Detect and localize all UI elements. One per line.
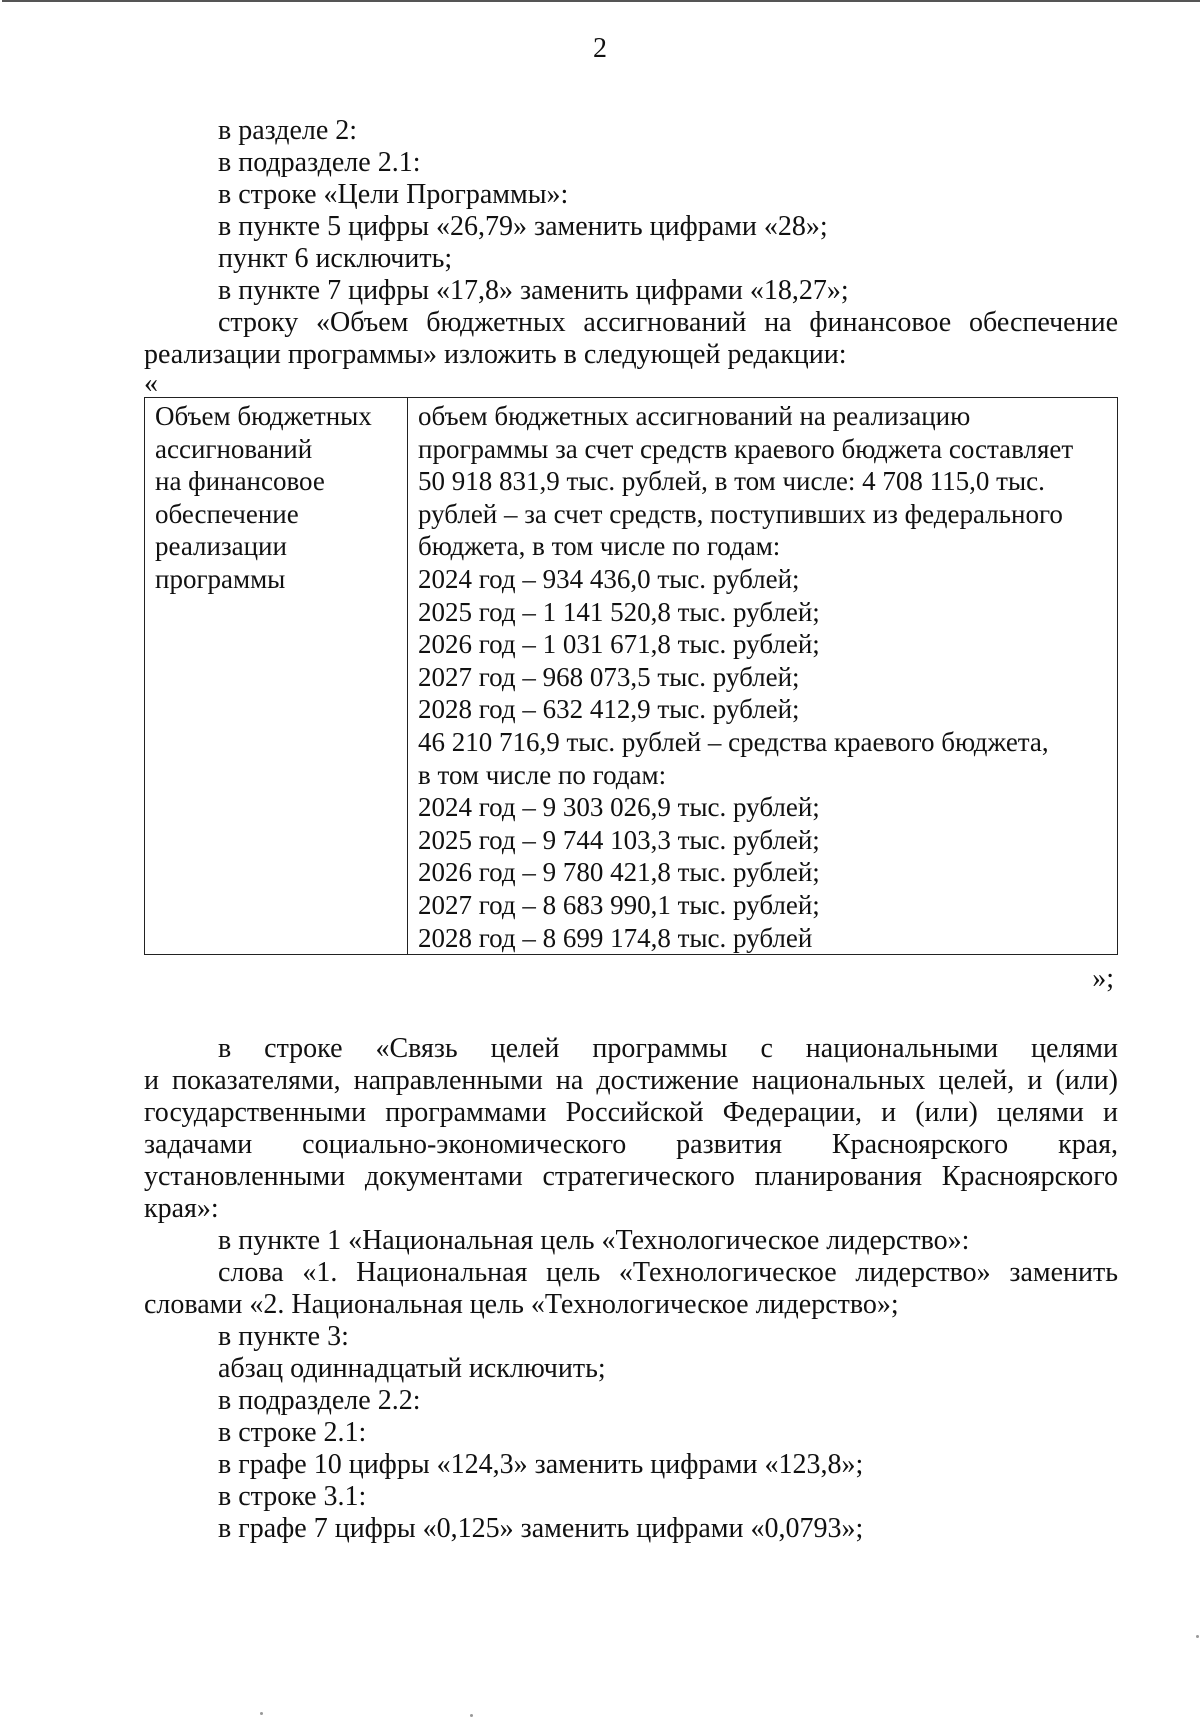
intro-line: пункт 6 исключить; — [218, 243, 453, 274]
amendment-line: абзац одиннадцатый исключить; — [218, 1353, 606, 1385]
value-line: 2024 год – 934 436,0 тыс. рублей; — [418, 563, 800, 594]
connection-line: и показателями, направленными на достижение национальных целей, и (или) — [144, 1065, 1118, 1097]
document-body — [144, 115, 1118, 1545]
value-line: 2026 год – 1 031 671,8 тыс. рублей; — [418, 629, 820, 660]
amendment-line: в строке 2.1: — [218, 1417, 367, 1449]
value-line: 2028 год – 8 699 174,8 тыс. рублей — [418, 922, 813, 953]
amendment-line: в графе 7 цифры «0,125» заменить цифрами «0,0793»; — [218, 1513, 864, 1545]
budget-intro-line-2: реализации программы» изложить в следующей редакции: — [144, 339, 847, 370]
scan-speckle — [1196, 1635, 1199, 1638]
label-line: на финансовое — [155, 466, 325, 497]
value-line: 50 918 831,9 тыс. рублей, в том числе: 4 708 115,0 тыс. — [418, 466, 1045, 497]
value-line: 2024 год – 9 303 026,9 тыс. рублей; — [418, 792, 820, 823]
value-line: в том числе по годам: — [418, 759, 667, 790]
value-line: бюджета, в том числе по годам: — [418, 531, 781, 562]
label-line: обеспечение — [155, 498, 299, 529]
value-line: 46 210 716,9 тыс. рублей – средства краевого бюджета, — [418, 726, 1049, 757]
connection-line: задачами социально-экономического развития Красноярского края, — [144, 1129, 1118, 1161]
value-line: 2026 год – 9 780 421,8 тыс. рублей; — [418, 857, 820, 888]
budget-value-cell — [408, 398, 1118, 955]
amendment-line: в графе 10 цифры «124,3» заменить цифрами «123,8»; — [218, 1449, 864, 1481]
value-line: 2025 год – 1 141 520,8 тыс. рублей; — [418, 596, 820, 627]
closing-quote: »; — [1092, 963, 1114, 995]
label-line: ассигнований — [155, 433, 313, 464]
page-number: 2 — [593, 33, 607, 64]
value-line: программы за счет средств краевого бюджета составляет — [418, 433, 1074, 464]
intro-line: в пункте 5 цифры «26,79» заменить цифрами «28»; — [218, 211, 828, 242]
budget-intro-line-1: строку «Объем бюджетных ассигнований на финансовое обеспечение — [218, 307, 1118, 338]
connection-line: государственными программами Российской Федерации, и (или) целями и — [144, 1097, 1118, 1129]
value-line: рублей – за счет средств, поступивших из федерального — [418, 498, 1063, 529]
label-line: Объем бюджетных — [155, 401, 372, 431]
words-line: слова «1. Национальная цель «Технологическое лидерство» заменить — [218, 1257, 1118, 1289]
value-line: 2025 год – 9 744 103,3 тыс. рублей; — [418, 824, 820, 855]
amendment-line: в строке 3.1: — [218, 1481, 367, 1513]
connection-line: установленными документами стратегического планирования Красноярского — [144, 1161, 1118, 1193]
amendment-line: в подразделе 2.2: — [218, 1385, 421, 1417]
words-line: словами «2. Национальная цель «Технологическое лидерство»; — [144, 1289, 899, 1321]
intro-line: в пункте 7 цифры «17,8» заменить цифрами «18,27»; — [218, 275, 849, 306]
scan-speckle — [260, 1712, 263, 1715]
value-line: 2027 год – 968 073,5 тыс. рублей; — [418, 661, 800, 692]
scan-speckle — [470, 1714, 473, 1717]
paragraph-gap — [144, 995, 1118, 1033]
value-line: 2027 год – 8 683 990,1 тыс. рублей; — [418, 889, 820, 920]
value-line: объем бюджетных ассигнований на реализацию — [418, 401, 971, 431]
budget-table — [144, 397, 1118, 955]
intro-line: в строке «Цели Программы»: — [218, 179, 569, 210]
amendment-line: в пункте 3: — [218, 1321, 349, 1353]
label-line: реализации — [155, 531, 287, 562]
opening-quote: « — [144, 368, 158, 399]
connection-line: в строке «Связь целей программы с национальными целями — [218, 1033, 1118, 1065]
label-line: программы — [155, 563, 286, 594]
budget-label-cell — [145, 398, 408, 955]
connection-line: края»: — [144, 1193, 219, 1225]
scan-top-edge — [2, 0, 1200, 2]
value-line: 2028 год – 632 412,9 тыс. рублей; — [418, 694, 800, 725]
point-1-line: в пункте 1 «Национальная цель «Технологическое лидерство»: — [218, 1225, 970, 1257]
table-row — [145, 398, 1118, 955]
intro-line: в разделе 2: — [218, 115, 358, 146]
intro-line: в подразделе 2.1: — [218, 147, 421, 178]
